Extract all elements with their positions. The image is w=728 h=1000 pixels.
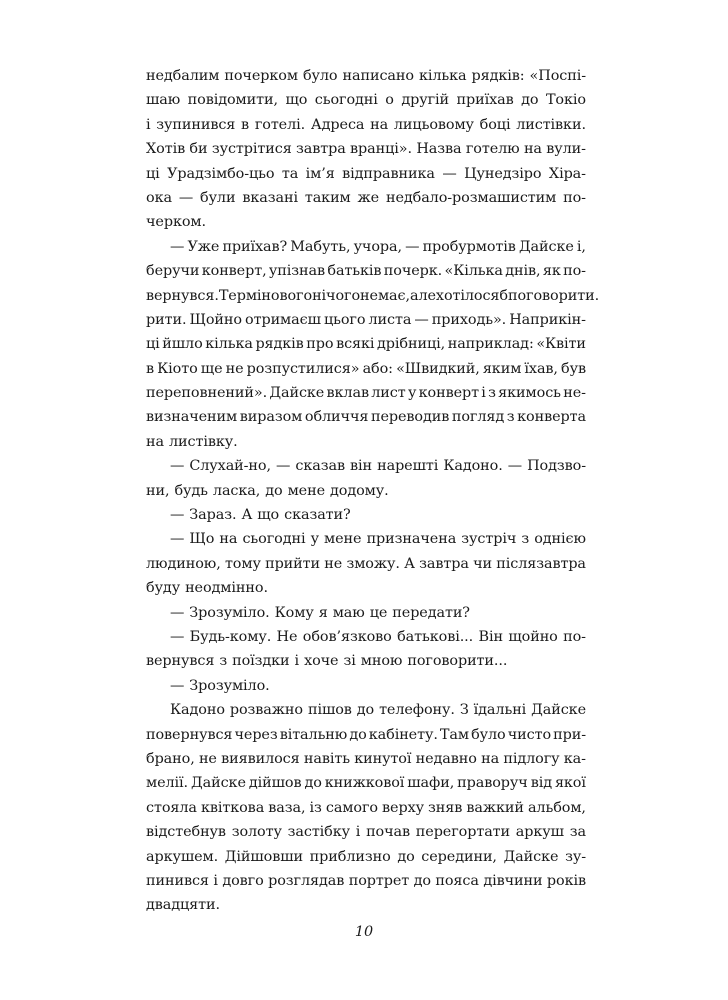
body-text — [146, 64, 600, 918]
text-line: беручи конверт, упізнав батьків почерк. «Кілька днів, як по- — [146, 263, 586, 280]
text-line: буду неодмінно. — [146, 580, 268, 597]
text-line: на листівку. — [146, 433, 238, 450]
text-line: ока — були вказані таким же недбало-розмашистим по- — [146, 189, 586, 206]
text-line: вернувся. Термінового нічого немає, але хотілося б поговорити. — [146, 287, 600, 304]
text-line: шаю повідомити, що сьогодні о другій приїхав до Токіо — [146, 92, 586, 109]
text-line: в Кіото ще не розпустилися» або: «Швидкий, яким їхав, був — [146, 360, 586, 377]
text-line: двадцяти. — [146, 897, 220, 914]
text-line: — Будь-кому. Не обов’язково батькові... Він щойно по- — [170, 628, 586, 645]
text-line: ці йшло кілька рядків про всякі дрібниці, наприклад: «Квіти — [146, 336, 586, 353]
text-line: черком. — [146, 214, 206, 231]
page-number: 10 — [354, 924, 374, 940]
text-line: брано, не виявилося навіть кинутої недавно на підлогу ка- — [146, 750, 586, 767]
text-line: недбалим почерком було написано кілька рядків: «Поспі- — [146, 68, 586, 84]
text-line: — Зараз. А що сказати? — [170, 507, 351, 524]
text-line: — Зрозуміло. Кому я маю це передати? — [170, 604, 470, 621]
text-line: — Слухай-но, — сказав він нарешті Кадоно. — Подзво- — [170, 458, 586, 475]
text-line: Хотів би зустрітися завтра вранці». Назва готелю на вули- — [146, 141, 586, 158]
text-line: і зупинився в готелі. Адреса на лицьовому боці листівки. — [146, 116, 586, 133]
text-line: переповнений». Дайске вклав лист у конверт і з якимось не- — [146, 385, 586, 402]
text-line: рити. Щойно отримаєш цього листа — приходь». Наприкін- — [146, 311, 586, 328]
text-line: Кадоно розважно пішов до телефону. З їдальні Дайске — [170, 702, 586, 719]
text-line: пинився і довго розглядав портрет до пояса дівчини років — [146, 872, 586, 889]
text-line: ни, будь ласка, до мене додому. — [146, 482, 389, 499]
text-line: — Що на сьогодні у мене призначена зустріч з однією — [170, 531, 586, 548]
text-line: повернувся через вітальню до кабінету. Там було чисто при- — [146, 726, 586, 743]
text-line: відстебнув золоту застібку і почав перегортати аркуш за — [146, 824, 586, 841]
text-line: аркушем. Дійшовши приблизно до середини, Дайске зу- — [146, 848, 586, 865]
text-line: мелії. Дайске дійшов до книжкової шафи, праворуч від якої — [146, 775, 586, 792]
text-line: вернувся з поїздки і хоче зі мною поговорити... — [146, 653, 508, 670]
text-line: — Зрозуміло. — [170, 677, 270, 694]
text-line: визначеним виразом обличчя переводив погляд з конверта — [146, 409, 586, 426]
text-line: стояла квіткова ваза, із самого верху зняв важкий альбом, — [146, 799, 586, 816]
text-line: людиною, тому прийти не зможу. А завтра чи післязавтра — [146, 555, 586, 572]
text-line: — Уже приїхав? Мабуть, учора, — пробурмотів Дайске і, — [170, 238, 586, 255]
text-line: ці Урадзімбо-цьо та ім’я відправника — Цунедзіро Хіра- — [146, 165, 586, 182]
